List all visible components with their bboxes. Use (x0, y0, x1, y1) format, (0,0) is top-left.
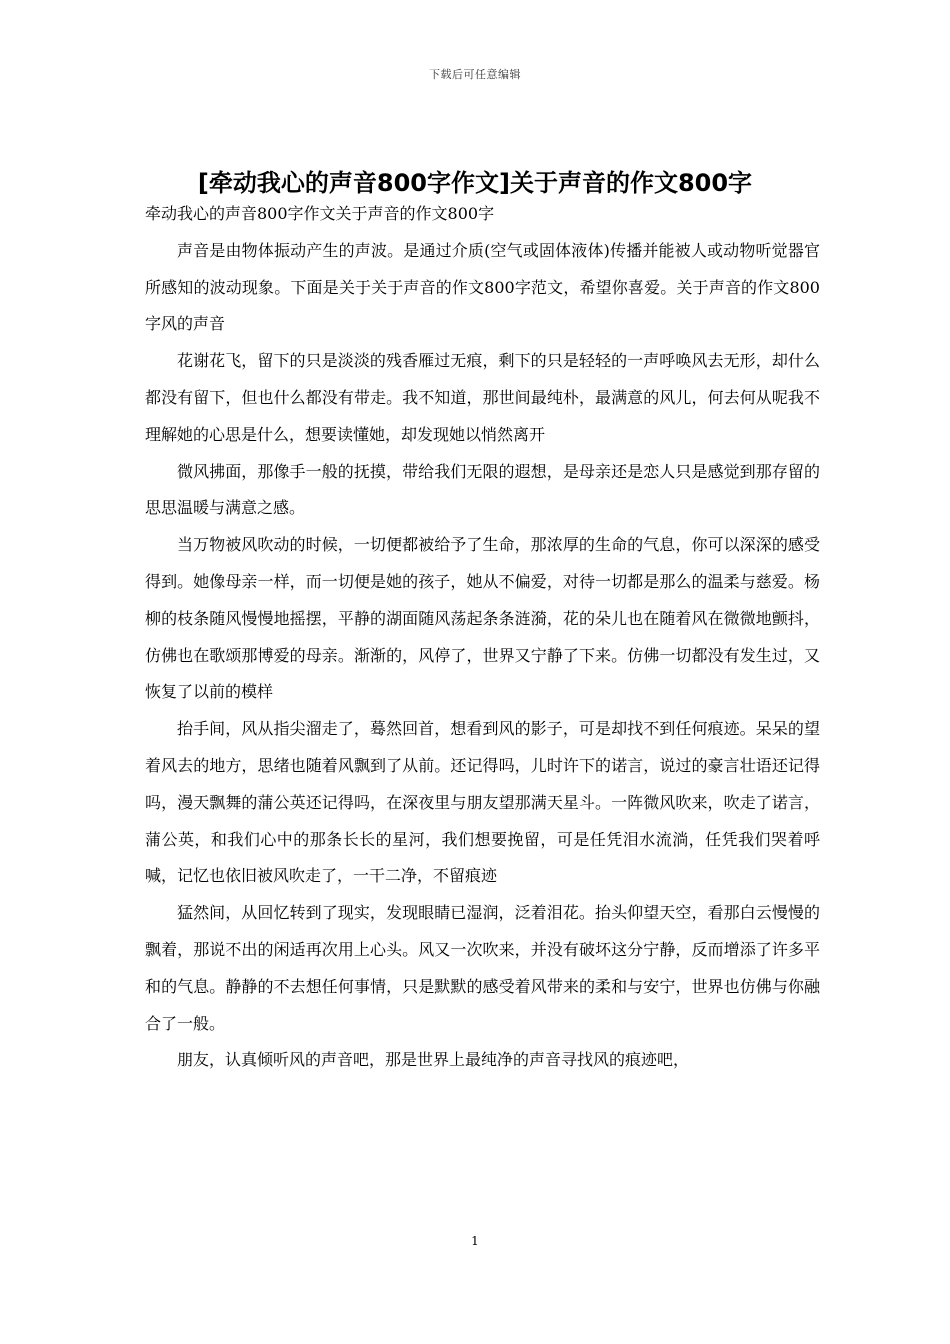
paragraph: 花谢花飞，留下的只是淡淡的残香雁过无痕，剩下的只是轻轻的一声呼唤风去无形，却什么都没有留下，但也什么都没有带走。我不知道，那世间最纯朴，最满意的风儿，何去何从呢我不理解她的心思是什么，想要读懂她，却发现她以悄然离开 (145, 351, 820, 444)
paragraph: 猛然间，从回忆转到了现实，发现眼睛已湿润，泛着泪花。抬头仰望天空，看那白云慢慢的飘着，那说不出的闲适再次用上心头。风又一次吹来，并没有破坏这分宁静，反而增添了许多平和的气息。静静的不去想任何事情，只是默默的感受着风带来的柔和与安宁，世界也仿佛与你融合了一般。 (145, 903, 820, 1033)
paragraph: 当万物被风吹动的时候，一切便都被给予了生命，那浓厚的生命的气息，你可以深深的感受得到。她像母亲一样，而一切便是她的孩子，她从不偏爱，对待一切都是那么的温柔与慈爱。杨柳的枝条随风慢慢地摇摆，平静的湖面随风荡起条条涟漪，花的朵儿也在随着风在微微地颤抖，仿佛也在歌颂那博爱的母亲。渐渐的，风停了，世界又宁静了下来。仿佛一切都没有发生过，又恢复了以前的模样 (145, 535, 820, 702)
paragraph: 声音是由物体振动产生的声波。是通过介质(空气或固体液体)传播并能被人或动物听觉器官所感知的波动现象。下面是关于关于声音的作文800字范文，希望你喜爱。关于声音的作文800字风的声音 (145, 240, 820, 334)
document-subtitle: 牵动我心的声音800字作文关于声音的作文800字 (145, 204, 495, 223)
paragraph: 抬手间，风从指尖溜走了，蓦然回首，想看到风的影子，可是却找不到任何痕迹。呆呆的望着风去的地方，思绪也随着风飘到了从前。还记得吗，儿时许下的诺言，说过的豪言壮语还记得吗，漫天飘舞的蒲公英还记得吗，在深夜里与朋友望那满天星斗。一阵微风吹来，吹走了诺言，蒲公英，和我们心中的那条长长的星河，我们想要挽留，可是任凭泪水流淌，任凭我们哭着呼喊，记忆也依旧被风吹走了，一干二净，不留痕迹 (145, 719, 820, 886)
document-body (145, 196, 820, 1079)
paragraph: 微风拂面，那像手一般的抚摸，带给我们无限的遐想，是母亲还是恋人只是感觉到那存留的思思温暖与满意之感。 (145, 461, 820, 518)
header-note: 下载后可任意编辑 (429, 68, 521, 81)
document-title: [牵动我心的声音800字作文]关于声音的作文800字 (197, 169, 753, 198)
page-number: 1 (471, 1234, 479, 1248)
paragraph: 朋友，认真倾听风的声音吧，那是世界上最纯净的声音寻找风的痕迹吧， (177, 1050, 690, 1070)
